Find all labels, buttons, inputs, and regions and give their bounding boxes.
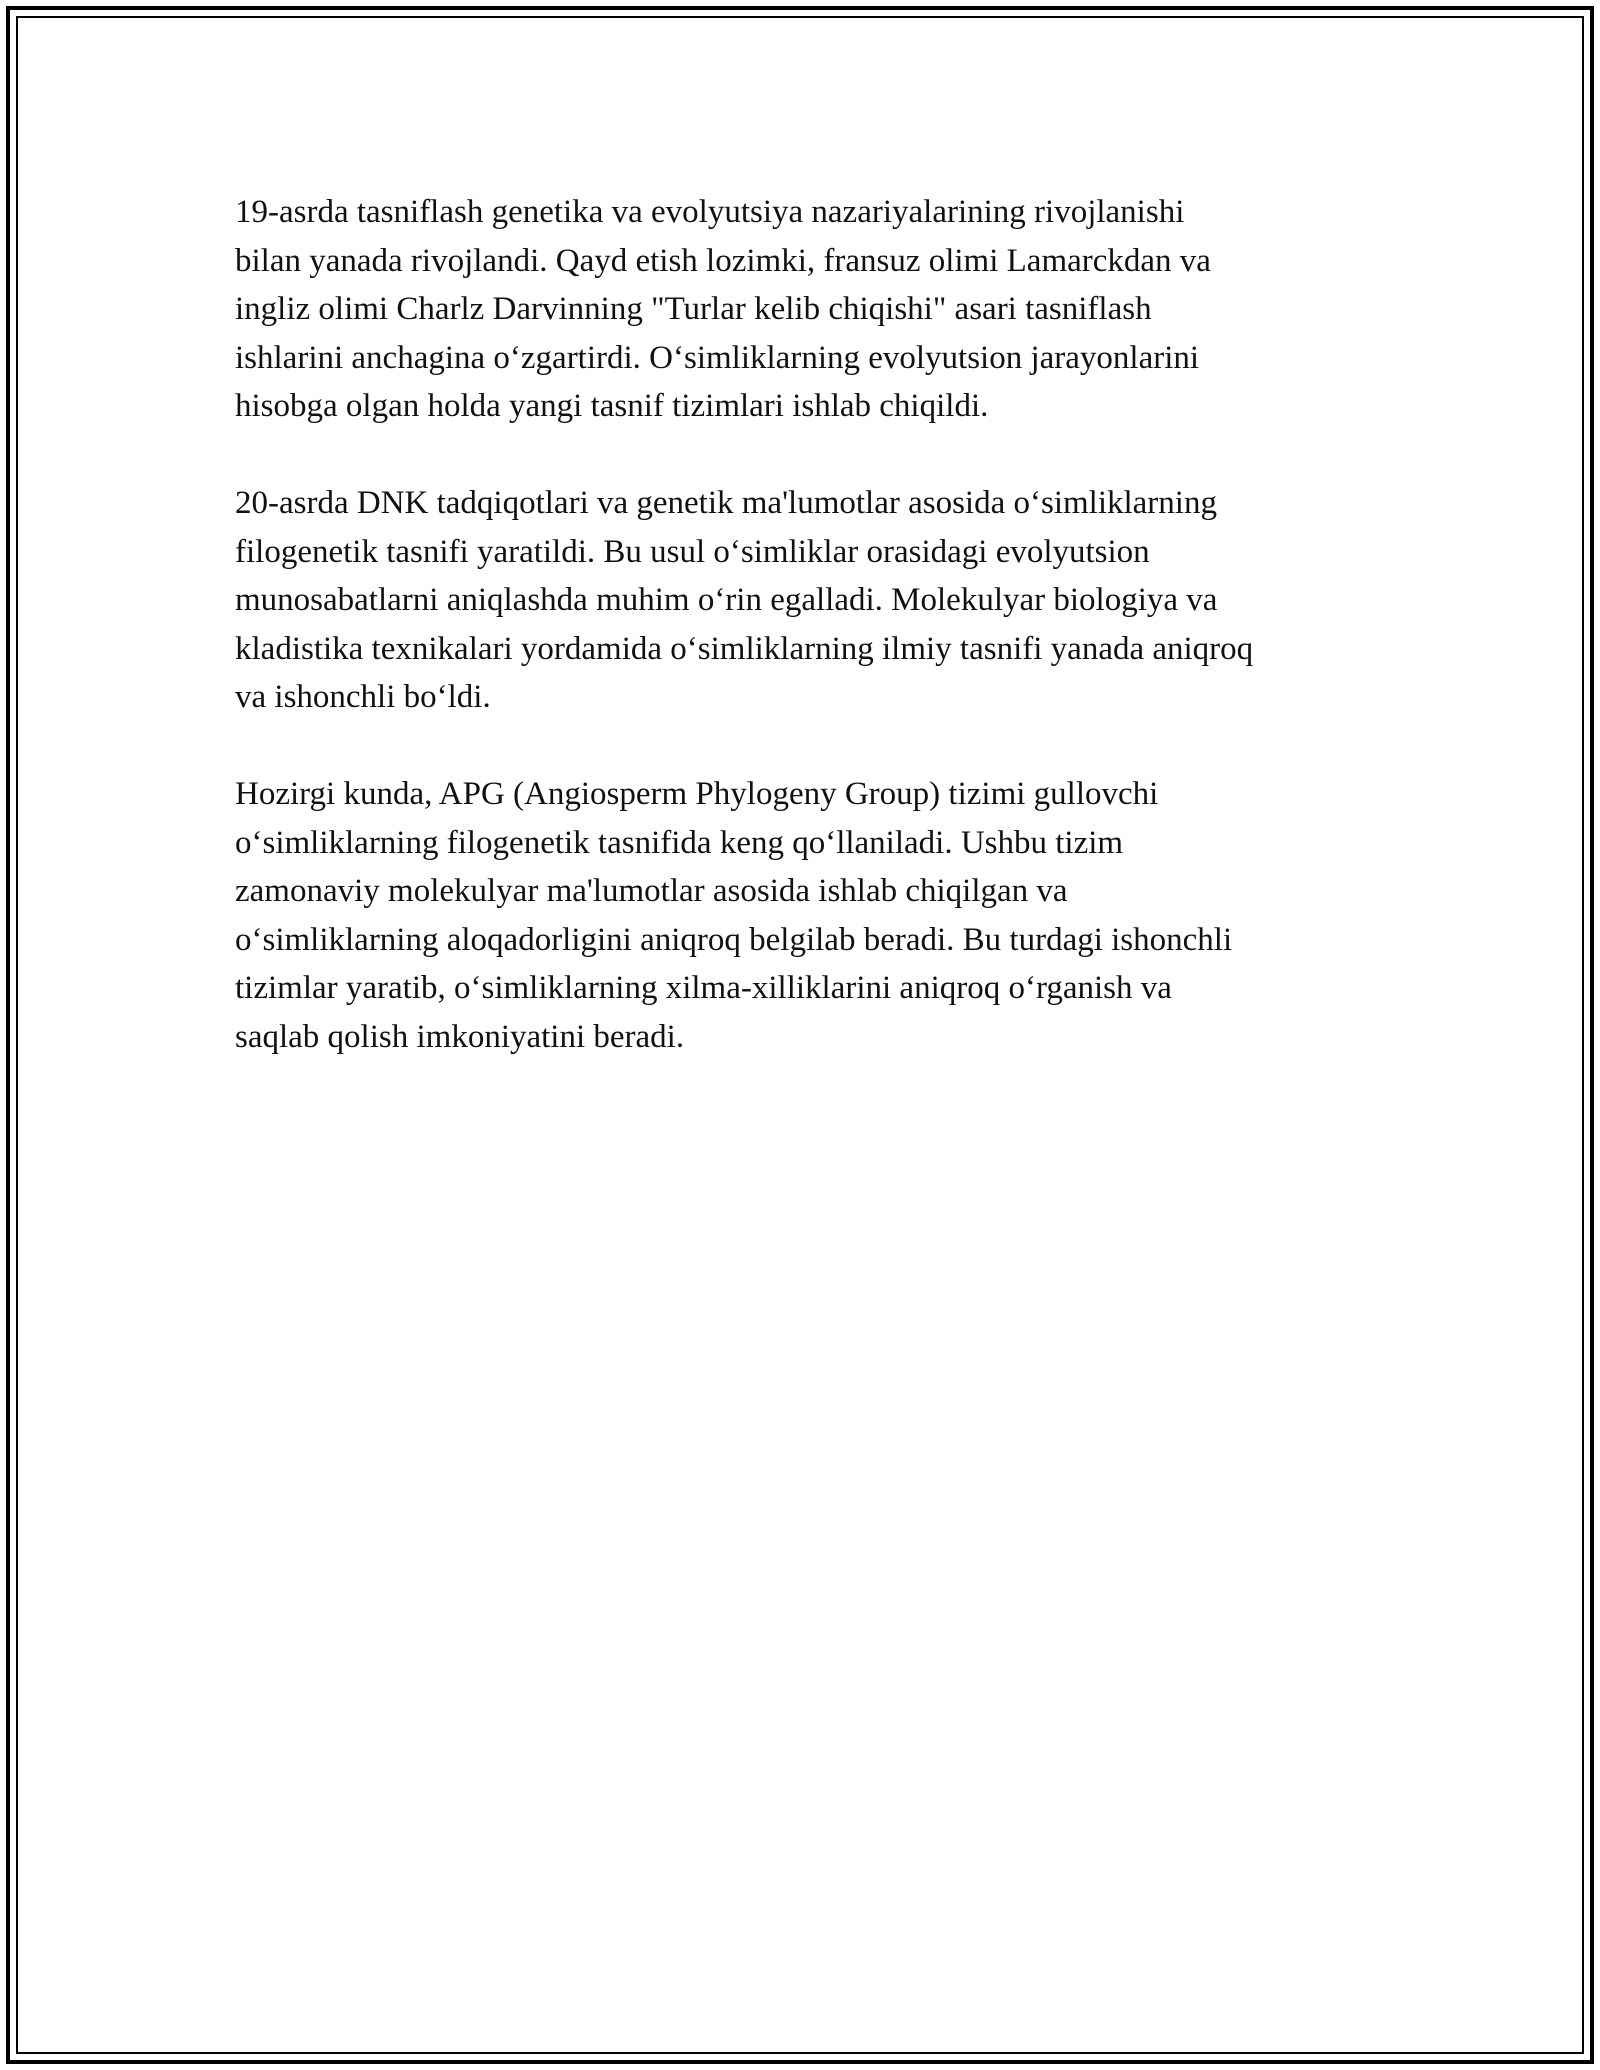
document-body <box>235 188 1385 1110</box>
paragraph-20th-century: 20-asrda DNK tadqiqotlari va genetik ma'lumotlar asosida o‘simliklarning filogenetik tasnifi yaratildi. Bu usul o‘simliklar orasidagi evolyutsion munosabatlarni aniqlashda muhim o‘rin egalladi. Molekulyar biologiya va kladistika texnikalari yordamida o‘simliklarning ilmiy tasnifi yanada aniqroq va ishonchli bo‘ldi. <box>235 485 1254 715</box>
paragraph-apg-system: Hozirgi kunda, APG (Angiosperm Phylogeny Group) tizimi gullovchi o‘simliklarning filogenetik tasnifida keng qo‘llaniladi. Ushbu tizim zamonaviy molekulyar ma'lumotlar asosida ishlab chiqilgan va o‘simliklarning aloqadorligini aniqroq belgilab beradi. Bu turdagi ishonchli tizimlar yaratib, o‘simliklarning xilma-xilliklarini aniqroq o‘rganish va saqlab qolish imkoniyatini beradi. <box>235 776 1233 1055</box>
paragraph-19th-century: 19-asrda tasniflash genetika va evolyutsiya nazariyalarining rivojlanishi bilan yanada rivojlandi. Qayd etish lozimki, fransuz olimi Lamarckdan va ingliz olimi Charlz Darvinning "Turlar kelib chiqishi" asari tasniflash ishlarini anchagina o‘zgartirdi. O‘simliklarning evolyutsion jarayonlarini hisobga olgan holda yangi tasnif tizimlari ishlab chiqildi. <box>235 194 1211 424</box>
